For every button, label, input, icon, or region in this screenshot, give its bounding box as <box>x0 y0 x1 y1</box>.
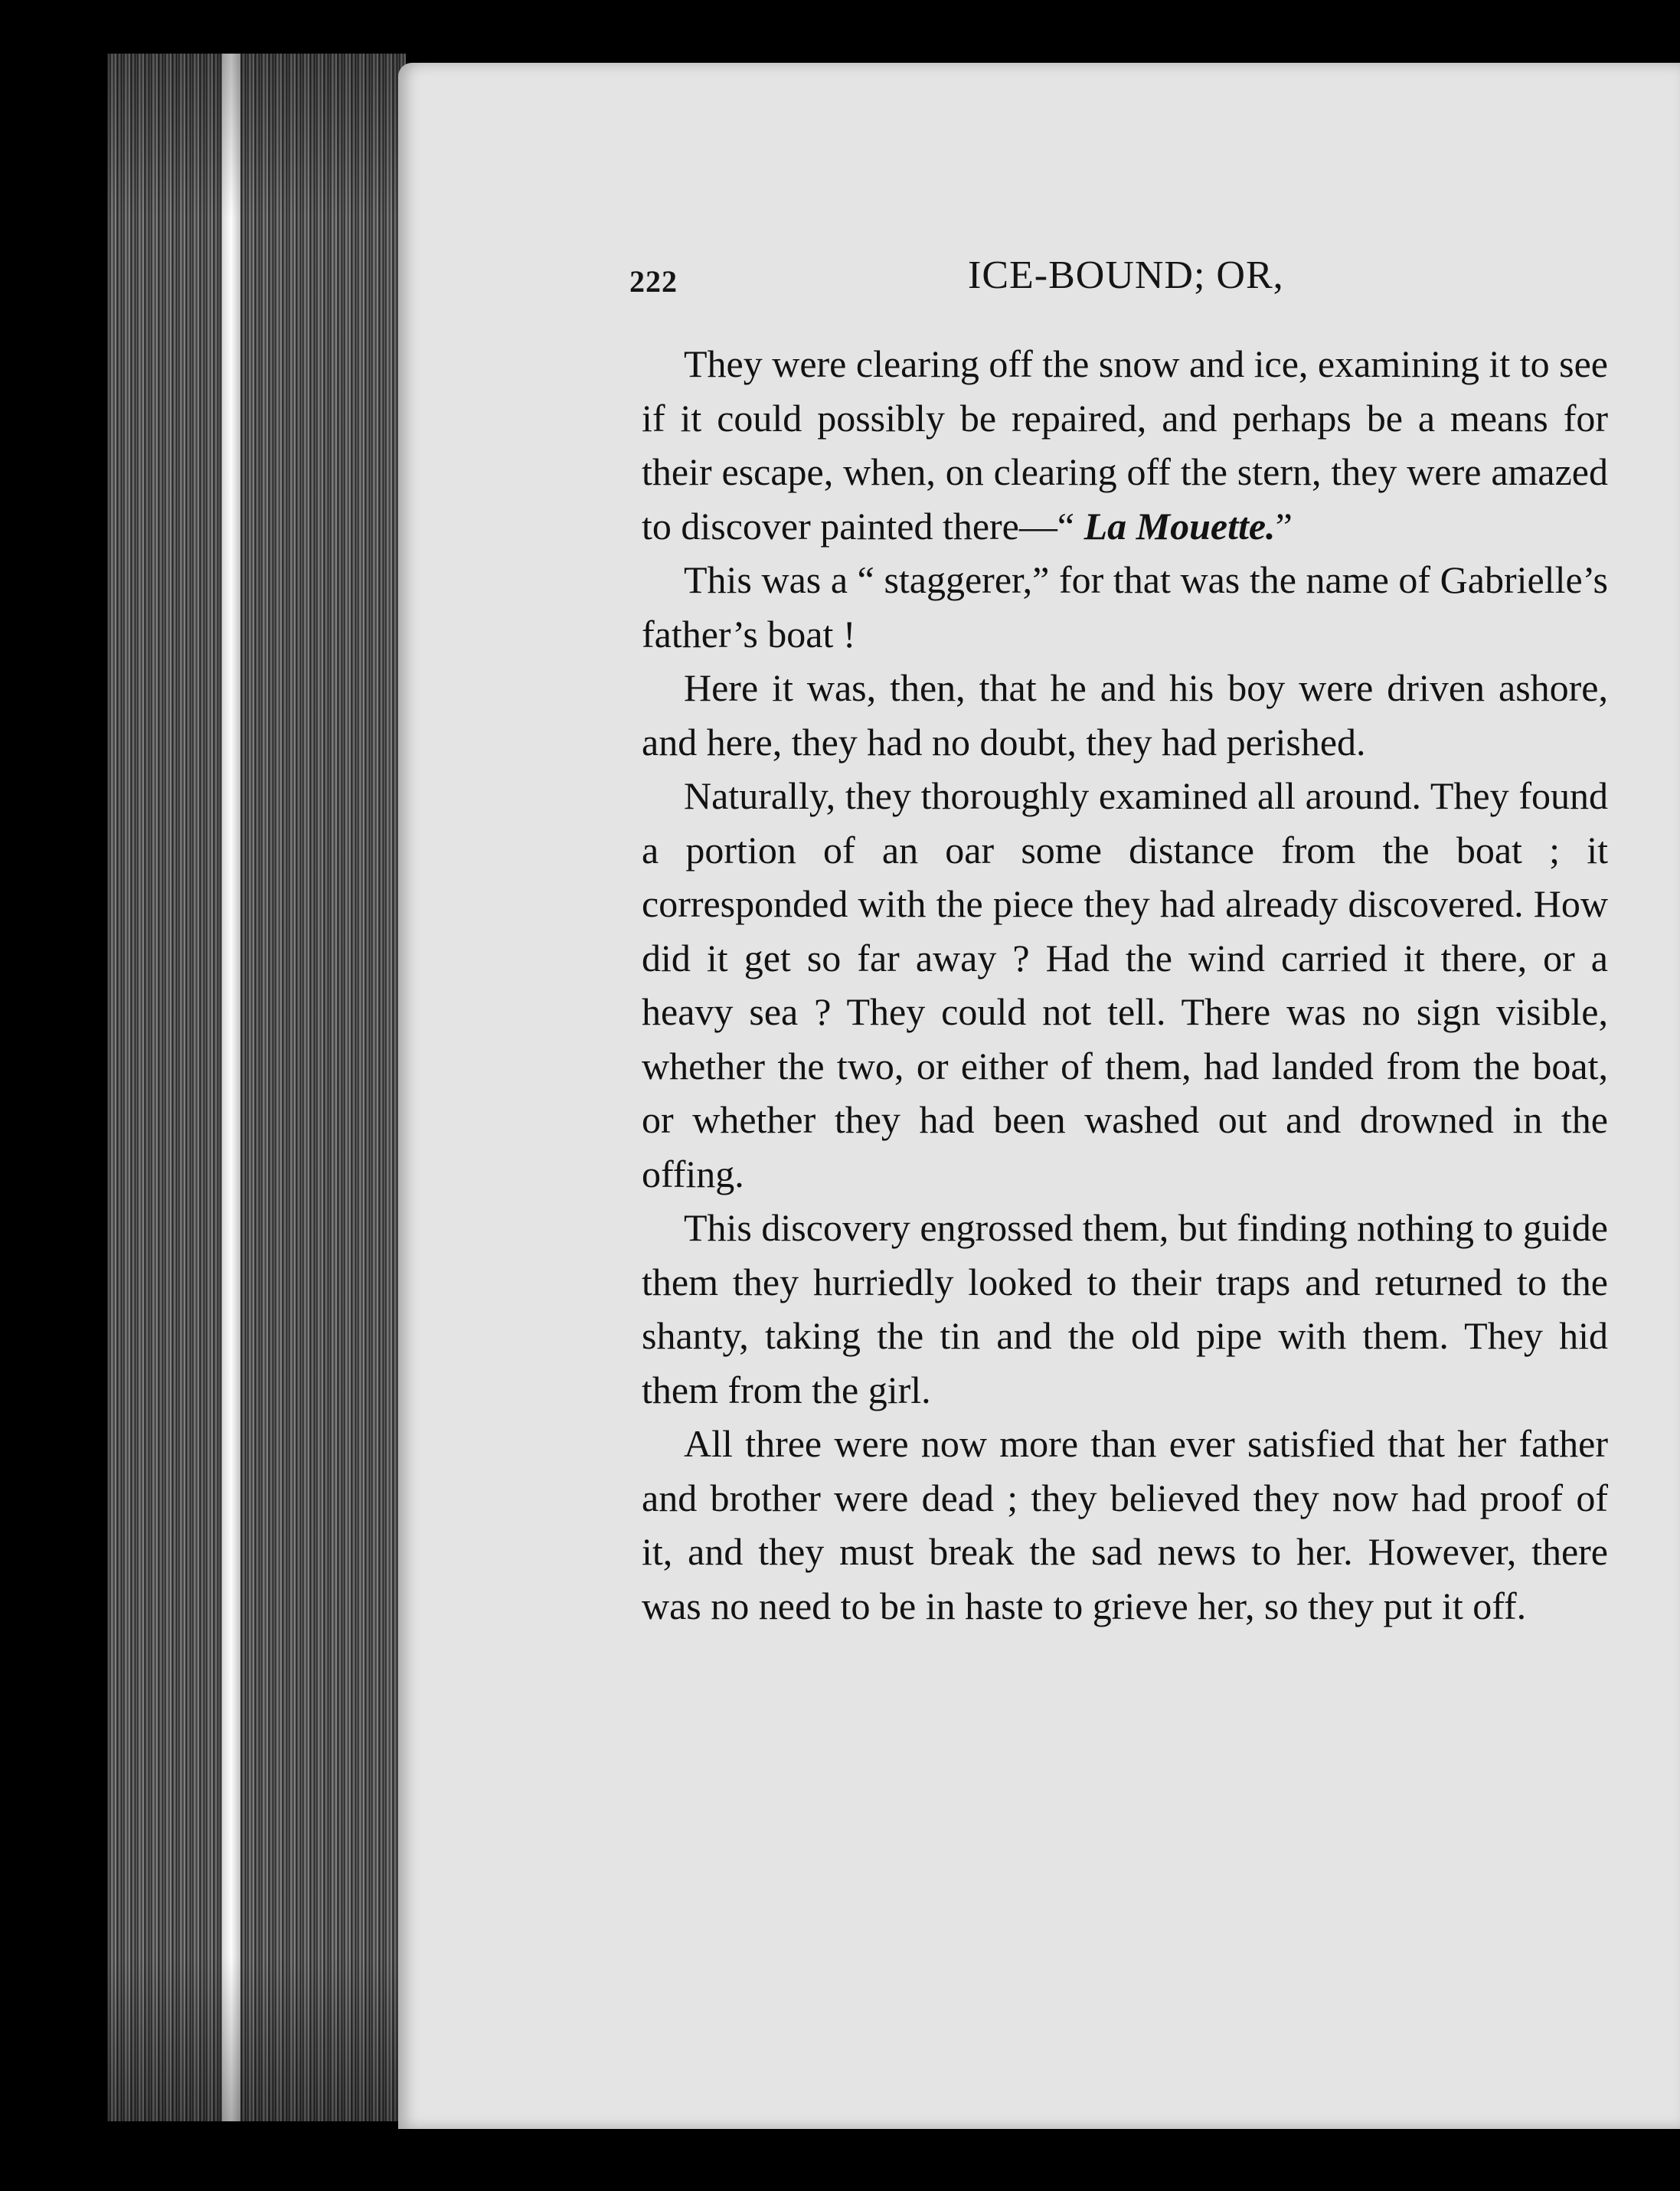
body-text <box>642 337 1608 1633</box>
paragraph-6: All three were now more than ever satisfied that her father and brother were dead ; they believed they now had proof of it, and they must break the sad news to her. However, there was no need to be in haste to grieve her, so they put it off. <box>642 1422 1608 1627</box>
running-head: ICE-BOUND; OR, <box>968 253 1284 297</box>
paragraph-3: Here it was, then, that he and his boy were driven ashore, and here, they had no doubt, they had perished. <box>642 666 1608 764</box>
paragraph-2: This was a “ staggerer,” for that was the name of Gabrielle’s father’s boat ! <box>642 558 1608 656</box>
paragraph-1 <box>642 337 1608 553</box>
page-edges <box>107 54 406 2121</box>
paragraph-4: Naturally, they thoroughly examined all around. They found a portion of an oar some distance from the boat ; it corresponded with the piece they had already discovered. How did it get so far away ? Had the wind carried it there, or a heavy sea ? They could not tell. There was no sign visible, whether the two, or either of them, had landed from the boat, or whether they had been washed out and drowned in the offing. <box>642 774 1608 1195</box>
paragraph-5: This discovery engrossed them, but finding nothing to guide them they hurriedly looked to their traps and returned to the shanty, taking the tin and the old pipe with them. They hid them from the girl. <box>642 1206 1608 1411</box>
page-header <box>629 253 1608 314</box>
boat-name: La Mouette. <box>1084 504 1276 548</box>
paragraph-1-text: They were clearing off the snow and ice, examining it to see if it could possibly be repaired, and perhaps be a means for their escape, when, on clearing off the stern, they were amazed to discover painted there—“ <box>642 342 1608 548</box>
paragraph-1-close-quote: ” <box>1275 504 1293 548</box>
page-number: 222 <box>629 264 678 299</box>
